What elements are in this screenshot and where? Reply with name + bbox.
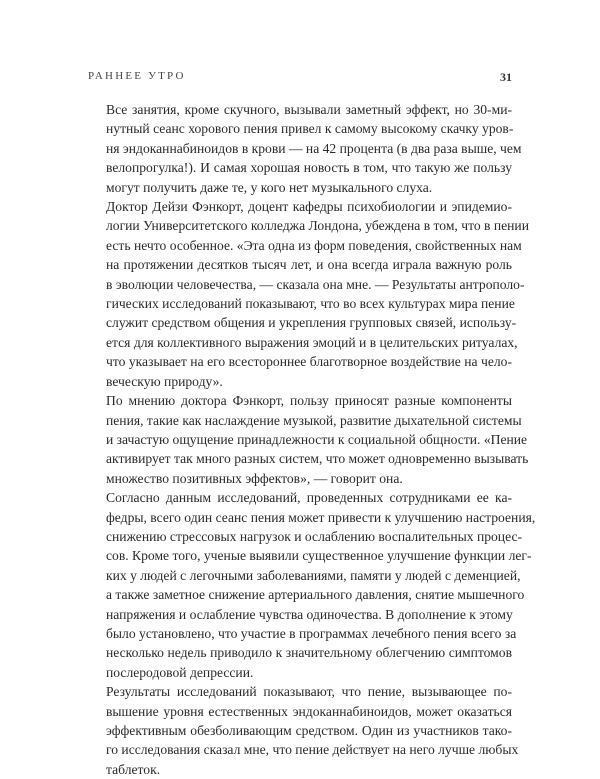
text-line: Все занятия, кроме скучного, вызывали заметный эффект, но 30-ми- xyxy=(106,102,512,117)
text-line: и зачастую ощущение принадлежности к социальной общности. «Пение xyxy=(106,431,528,447)
text-line: напряжения и ослабление чувства одиночества. В дополнение к этому xyxy=(106,606,513,622)
text-line: а также заметное снижение артериального давления, снятие мышечного xyxy=(106,587,525,603)
text-line: ется для коллективного выражения эмоций и в целительских ритуалах, xyxy=(106,334,518,350)
text-line: несколько недель приводило к значительному облегчению симптомов xyxy=(106,645,512,661)
text-line: эффективным обезболивающим средством. Один из участников тако- xyxy=(106,723,512,738)
text-line: Результаты исследований показывают, что пение, вызывающее по- xyxy=(106,684,512,700)
paragraph xyxy=(88,391,529,488)
text-line: пения, такие как наслаждение музыкой, развитие дыхательной системы xyxy=(106,412,522,428)
text-line: было установлено, что участие в программах лечебного пения всего за xyxy=(106,625,517,641)
text-line: федры, всего один сеанс пения может привести к улучшению настроения, xyxy=(106,509,536,525)
text-line: могут получить даже те, у кого нет музыкального слуха. xyxy=(106,179,433,195)
text-line: велопрогулка!). И самая хорошая новость в том, что такую же пользу xyxy=(106,160,512,176)
paragraph xyxy=(88,488,536,682)
paragraph xyxy=(88,197,529,391)
text-line: ня эндоканнабиноидов в крови — на 42 процента (в два раза выше, чем xyxy=(106,140,522,156)
text-line: что указывает на его всестороннее благотворное воздействие на чело- xyxy=(106,354,512,370)
body-text xyxy=(88,100,536,779)
text-line: снижению стрессовых нагрузок и ослаблению воспалительных процес- xyxy=(106,528,523,544)
text-line: на протяжении десятков тысяч лет, и она всегда играла важную роль xyxy=(106,257,512,273)
paragraph xyxy=(88,100,522,197)
text-line: логии Университетского колледжа Лондона, убеждена в том, что в пении xyxy=(106,218,529,234)
text-line: Доктор Дейзи Фэнкорт, доцент кафедры психобиологии и эпидемио- xyxy=(106,199,512,215)
text-line: множество позитивных эффектов», — говорит она. xyxy=(106,470,403,486)
page-number: 31 xyxy=(500,70,512,84)
running-head-title: РАННЕЕ УТРО xyxy=(88,70,186,82)
paragraph xyxy=(88,682,519,779)
text-line: го исследования сказал мне, что пение действует на него лучше любых xyxy=(106,742,519,758)
text-line: Согласно данным исследований, проведенных сотрудниками ее ка- xyxy=(106,490,512,506)
text-line: в эволюции человечества, — сказала она мне. — Результаты антрополо- xyxy=(106,276,525,292)
text-line: веческую природу». xyxy=(106,373,223,389)
text-line: ких у людей с легочными заболеваниями, памяти у людей с деменцией, xyxy=(106,567,521,583)
text-line: По мнению доктора Фэнкорт, пользу приносят разные компоненты xyxy=(106,393,512,409)
text-line: нутный сеанс хорового пения привел к самому высокому скачку уров- xyxy=(106,121,514,137)
text-line: таблеток. xyxy=(106,761,161,777)
text-line: есть нечто особенное. «Эта одна из форм поведения, свойственных нам xyxy=(106,237,522,253)
text-line: гических исследований показывают, что во всех культурах мира пение xyxy=(106,296,515,312)
text-line: сов. Кроме того, ученые выявили существенное улучшение функции лег- xyxy=(106,548,532,564)
text-line: вышение уровня естественных эндоканнабиноидов, может оказаться xyxy=(106,703,512,719)
text-line: послеродовой депрессии. xyxy=(106,664,254,680)
text-line: служит средством общения и укрепления групповых связей, использу- xyxy=(106,315,517,331)
text-line: активирует так много разных систем, что может одновременно вызывать xyxy=(106,451,529,467)
